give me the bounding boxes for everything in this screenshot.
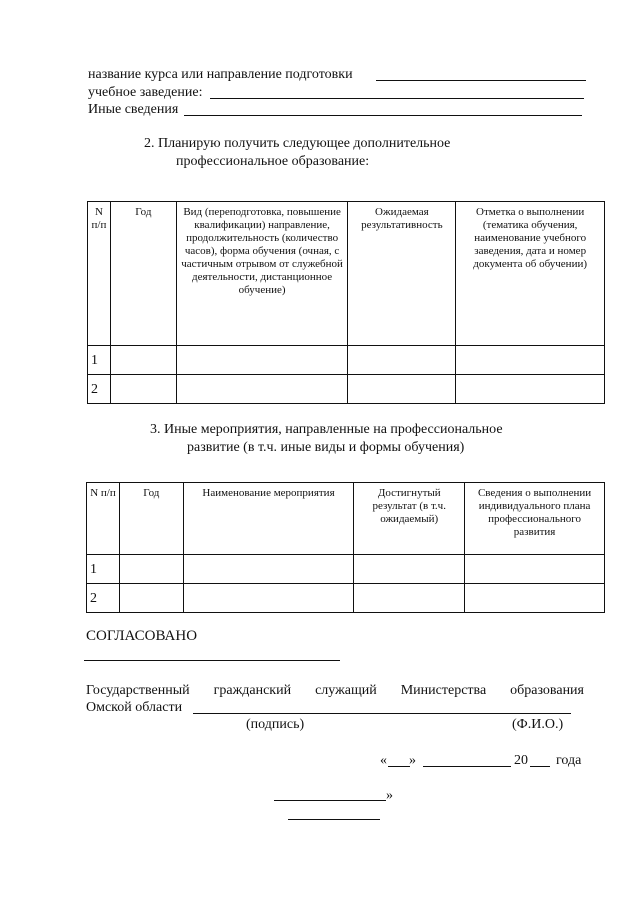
- column-header: N п/п: [88, 202, 111, 346]
- table-cell[interactable]: [348, 346, 456, 375]
- table-cell[interactable]: [354, 555, 465, 584]
- institution-field-line[interactable]: [210, 98, 584, 99]
- column-header: Достигнутый результат (в т.ч. ожидаемый): [354, 483, 465, 555]
- agreed-heading: СОГЛАСОВАНО: [86, 628, 198, 644]
- other-info-label: Иные сведения: [88, 102, 179, 117]
- table-cell[interactable]: [119, 555, 183, 584]
- institution-label: учебное заведение:: [88, 85, 203, 100]
- date-year-line[interactable]: [530, 766, 550, 767]
- table-cell[interactable]: [183, 584, 354, 613]
- column-header: Наименование мероприятия: [183, 483, 354, 555]
- bottom-line-2: [288, 819, 380, 820]
- row-number: 1: [88, 346, 111, 375]
- section2-title-line2: профессиональное образование:: [176, 154, 370, 169]
- table-cell[interactable]: [183, 555, 354, 584]
- date-day-line[interactable]: [388, 766, 410, 767]
- column-header: Ожидаемая результативность: [348, 202, 456, 346]
- column-header: Отметка о выполнении (тематика обучения, наименование учебного заведения, дата и номер документа об обучении): [456, 202, 605, 346]
- name-caption: (Ф.И.О.): [512, 717, 564, 732]
- signature-caption: (подпись): [246, 717, 305, 732]
- table-cell[interactable]: [110, 346, 176, 375]
- table-cell[interactable]: [456, 375, 605, 404]
- table-cell[interactable]: [465, 555, 605, 584]
- section2-title-line1: 2. Планирую получить следующее дополнительное: [144, 136, 451, 151]
- date-quote-close: »: [409, 753, 416, 768]
- table-header-row: [87, 483, 605, 555]
- bottom-quote: »: [386, 788, 393, 803]
- row-number: 2: [87, 584, 120, 613]
- education-plan-table: [87, 201, 605, 404]
- table-row: [88, 346, 605, 375]
- table-cell[interactable]: [110, 375, 176, 404]
- column-header: Вид (переподготовка, повышение квалификации) направление, продолжительность (количество часов), форма обучения (очная, с частичным отрывом от служебной деятельности, дистанционное обучение): [176, 202, 348, 346]
- table-cell[interactable]: [456, 346, 605, 375]
- table-row: [87, 584, 605, 613]
- date-quote-open: «: [380, 753, 387, 768]
- table-cell[interactable]: [348, 375, 456, 404]
- column-header: Год: [110, 202, 176, 346]
- table-cell[interactable]: [176, 346, 348, 375]
- table-row: [87, 555, 605, 584]
- column-header: Год: [119, 483, 183, 555]
- table-cell[interactable]: [354, 584, 465, 613]
- table-cell[interactable]: [465, 584, 605, 613]
- table-cell[interactable]: [119, 584, 183, 613]
- table-header-row: [88, 202, 605, 346]
- official-position-line1: Государственный гражданский служащий Министерства образования: [86, 683, 584, 698]
- date-month-line[interactable]: [423, 766, 511, 767]
- table-row: [88, 375, 605, 404]
- year-prefix: 20: [514, 753, 528, 768]
- other-info-field-line[interactable]: [184, 115, 582, 116]
- course-label: название курса или направление подготовки: [88, 67, 353, 82]
- bottom-line-1: [274, 800, 386, 801]
- section3-title-line1: 3. Иные мероприятия, направленные на профессиональное: [150, 422, 503, 437]
- course-field-line[interactable]: [376, 80, 586, 81]
- year-suffix: года: [556, 753, 582, 768]
- official-position-line2: Омской области: [86, 700, 183, 715]
- column-header: N п/п: [87, 483, 120, 555]
- agreed-signature-line[interactable]: [84, 660, 340, 661]
- column-header: Сведения о выполнении индивидуального плана профессионального развития: [465, 483, 605, 555]
- row-number: 1: [87, 555, 120, 584]
- section3-title-line2: развитие (в т.ч. иные виды и формы обучения): [187, 440, 465, 455]
- other-activities-table: [86, 482, 605, 613]
- table-cell[interactable]: [176, 375, 348, 404]
- official-signature-line[interactable]: [193, 713, 571, 714]
- row-number: 2: [88, 375, 111, 404]
